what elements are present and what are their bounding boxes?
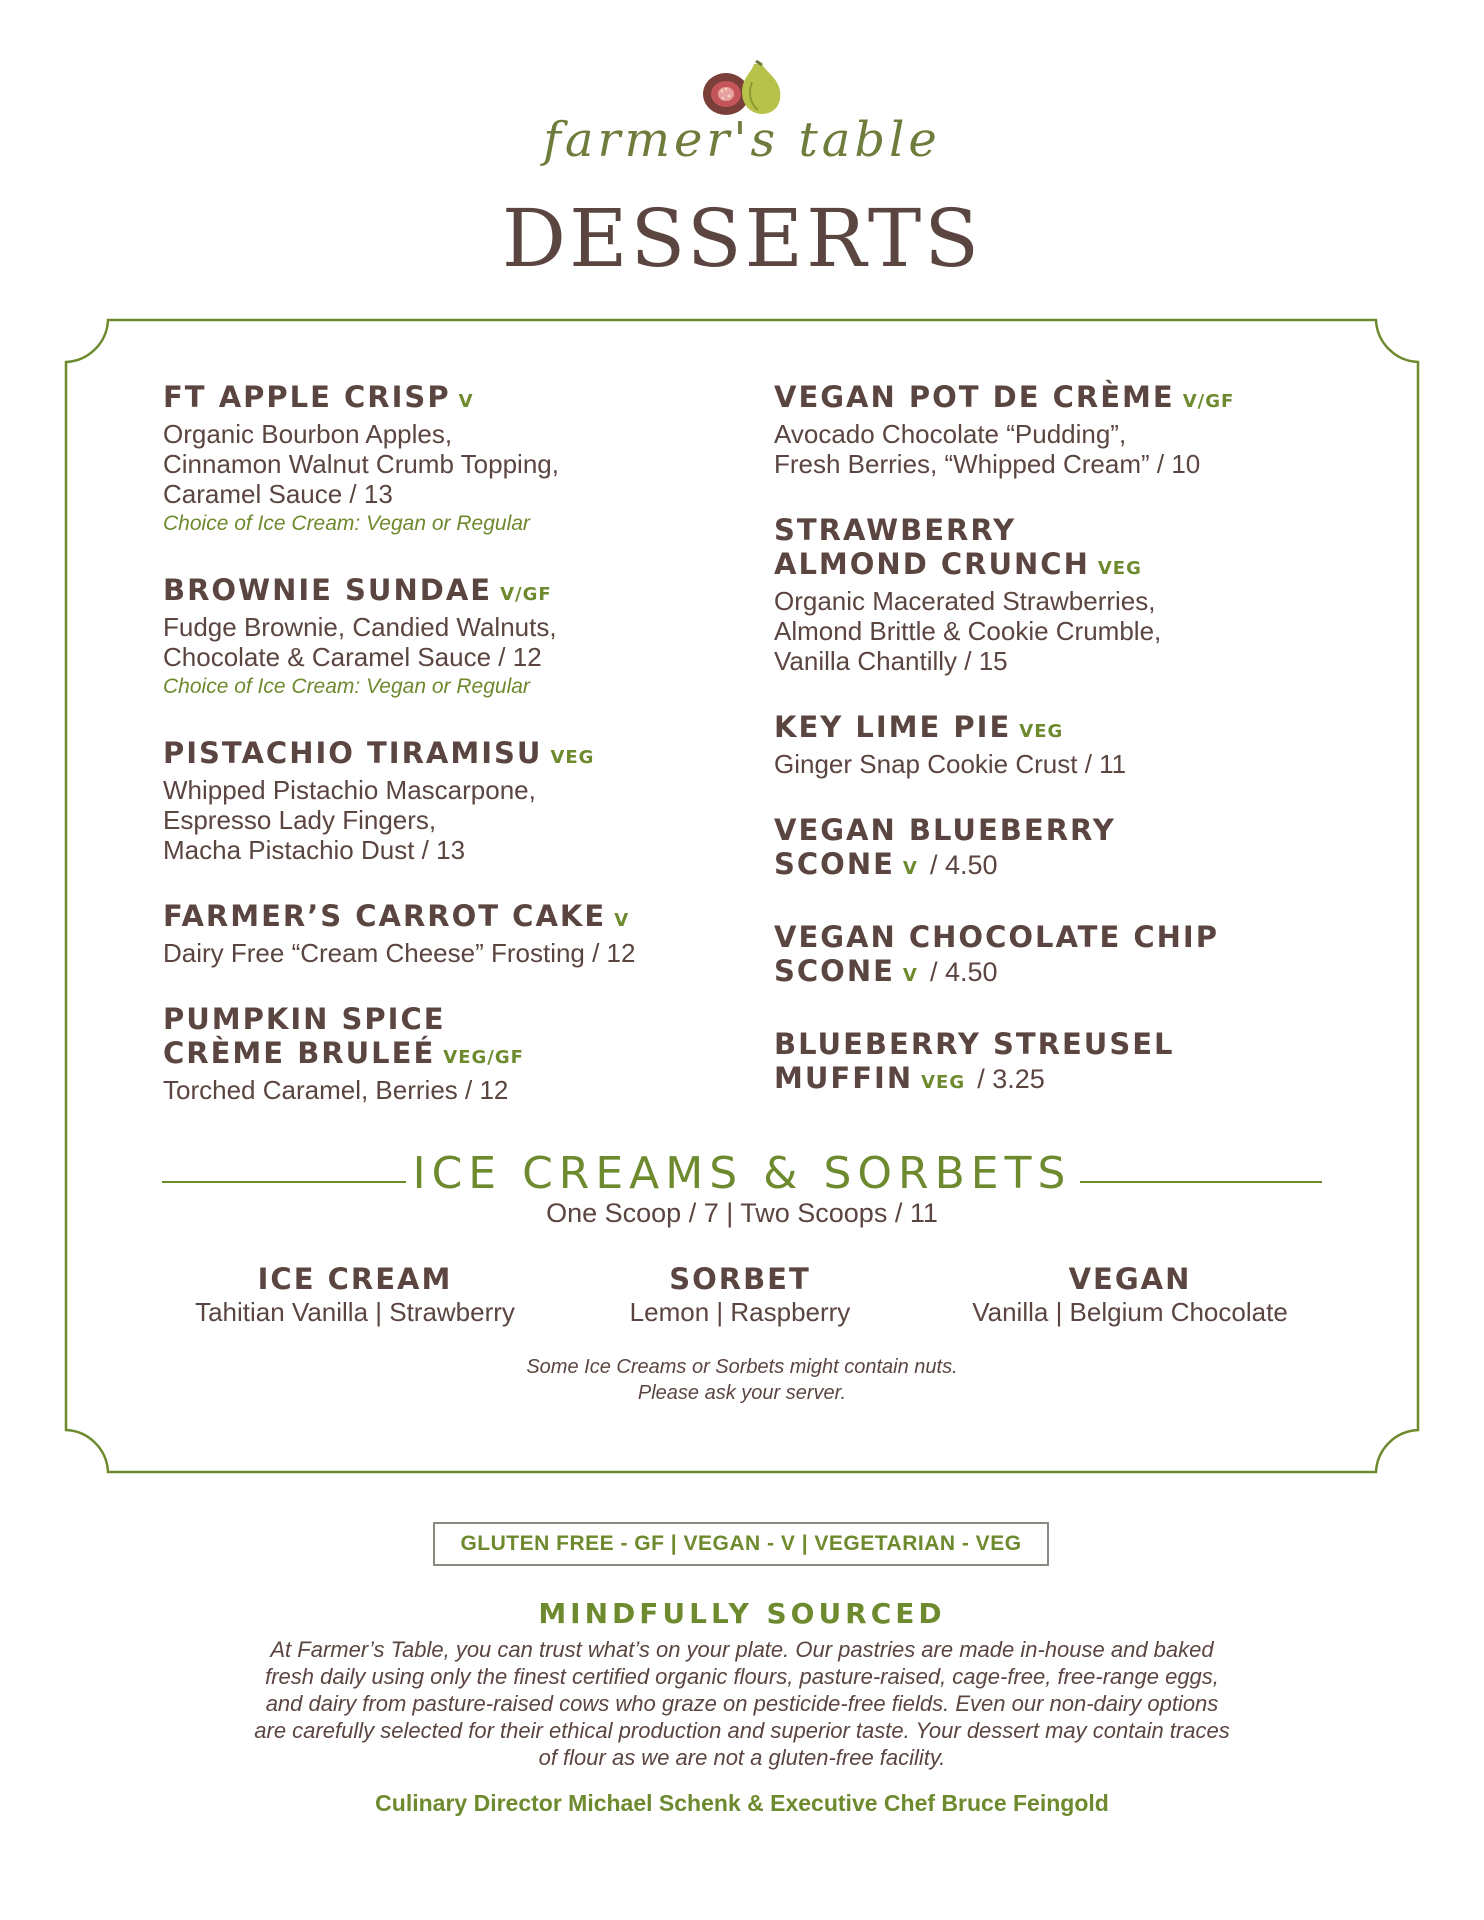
item-name: SCONE [774,847,895,881]
item-desc: Whipped Pistachio Mascarpone, [163,775,536,805]
logo-text: farmer's table [543,112,941,168]
mindfully-sourced-body [220,1636,1264,1771]
desserts-left-column [163,380,723,1139]
menu-item-brownie-sundae [163,573,723,702]
item-name: PUMPKIN SPICE [163,1002,446,1036]
menu-item-pot-de-creme [774,380,1334,479]
item-desc: Espresso Lady Fingers, [163,805,437,835]
item-name: STRAWBERRY [774,513,1017,547]
nut-warning-line: Some Ice Creams or Sorbets might contain nuts. [526,1356,958,1378]
item-desc: Chocolate & Caramel Sauce / 12 [163,642,542,672]
diet-tag: V [902,858,918,879]
menu-item-apple-crisp [163,380,723,539]
flavor-title: VEGAN [1068,1262,1192,1296]
item-desc: Organic Bourbon Apples, [163,419,453,449]
item-desc: Caramel Sauce / 13 [163,479,393,509]
item-name: FT APPLE CRISP [163,380,451,414]
item-desc: Ginger Snap Cookie Crust / 11 [774,749,1127,779]
item-name: VEGAN CHOCOLATE CHIP [774,920,1219,954]
item-name: BLUEBERRY STREUSEL [774,1027,1175,1061]
item-note: Choice of Ice Cream: Vegan or Regular [163,675,530,698]
menu-item-carrot-cake [163,899,723,968]
item-name: VEGAN POT DE CRÈME [774,380,1175,414]
diet-tag: VEG [921,1072,966,1093]
item-desc: Dairy Free “Cream Cheese” Frosting / 12 [163,938,636,968]
menu-item-strawberry-almond-crunch [774,513,1334,676]
item-name: KEY LIME PIE [774,710,1012,744]
diet-tag: V [458,391,474,412]
item-desc: Organic Macerated Strawberries, [774,586,1156,616]
nut-warning-line: Please ask your server. [637,1382,847,1404]
item-desc: Torched Caramel, Berries / 12 [163,1075,509,1105]
item-name: VEGAN BLUEBERRY [774,813,1116,847]
logo [0,58,1484,168]
body-line: fresh daily using only the finest certified organic flours, pasture-raised, cage-free, free-range eggs, [265,1664,1219,1689]
item-name: PISTACHIO TIRAMISU [163,736,543,770]
diet-legend: GLUTEN FREE - GF | VEGAN - V | VEGETARIAN - VEG [433,1522,1049,1566]
flavor-title: SORBET [669,1262,811,1296]
flavor-sorbet [560,1262,920,1328]
fig-icon [692,58,792,120]
menu-item-streusel-muffin [774,1027,1334,1100]
body-line: and dairy from pasture-raised cows who graze on pesticide-free fields. Even our non-dairy options [265,1691,1219,1716]
ice-creams-title: ICE CREAMS & SORBETS [412,1148,1072,1199]
item-desc: Macha Pistachio Dust / 13 [163,835,466,865]
page-title: DESSERTS [501,192,983,285]
diet-tag: VEG [550,747,595,768]
item-name: BROWNIE SUNDAE [163,573,493,607]
item-price: / 4.50 [929,957,998,987]
flavor-ice-cream [165,1262,545,1328]
item-desc: Almond Brittle & Cookie Crumble, [774,616,1162,646]
body-line: are carefully selected for their ethical production and superior taste. Your dessert may contain traces [254,1718,1230,1743]
body-line: At Farmer’s Table, you can trust what’s on your plate. Our pastries are made in-house and baked [270,1637,1214,1662]
item-price: / 3.25 [977,1064,1045,1094]
item-price: / 4.50 [929,850,998,880]
diet-tag: V/GF [500,584,552,605]
menu-item-key-lime-pie [774,710,1334,779]
nut-warning [0,1354,1484,1406]
item-name: MUFFIN [774,1061,914,1095]
body-line: of flour as we are not a gluten-free facility. [538,1745,946,1770]
menu-item-creme-brulee [163,1002,723,1105]
item-desc: Fudge Brownie, Candied Walnuts, [163,612,557,642]
ice-creams-pricing: One Scoop / 7 | Two Scoops / 11 [546,1198,938,1228]
flavor-vegan [940,1262,1320,1328]
item-name: CRÈME BRULEÉ [163,1036,436,1070]
item-name: ALMOND CRUNCH [774,547,1090,581]
diet-tag: VEG [1019,721,1064,742]
diet-tag: V [902,965,918,986]
diet-tag: V/GF [1182,391,1235,412]
menu-item-chocolate-chip-scone [774,920,1334,993]
menu-item-pistachio-tiramisu [163,736,723,865]
item-desc: Vanilla Chantilly / 15 [774,646,1008,676]
flavor-title: ICE CREAM [257,1262,453,1296]
item-name: SCONE [774,954,895,988]
item-desc: Cinnamon Walnut Crumb Topping, [163,449,559,479]
item-note: Choice of Ice Cream: Vegan or Regular [163,512,530,535]
item-name: FARMER’S CARROT CAKE [163,899,607,933]
mindfully-sourced-title: MINDFULLY SOURCED [538,1597,946,1630]
flavor-list: Lemon | Raspberry [629,1297,851,1327]
flavor-list: Vanilla | Belgium Chocolate [972,1297,1288,1327]
chef-credits: Culinary Director Michael Schenk & Executive Chef Bruce Feingold [375,1790,1109,1816]
menu-item-blueberry-scone [774,813,1334,886]
diet-tag: VEG/GF [443,1047,524,1068]
item-desc: Fresh Berries, “Whipped Cream” / 10 [774,449,1201,479]
diet-tag: VEG [1097,558,1142,579]
diet-tag: V [614,910,630,931]
item-desc: Avocado Chocolate “Pudding”, [774,419,1127,449]
desserts-right-column [774,380,1334,1134]
flavor-list: Tahitian Vanilla | Strawberry [195,1297,515,1327]
